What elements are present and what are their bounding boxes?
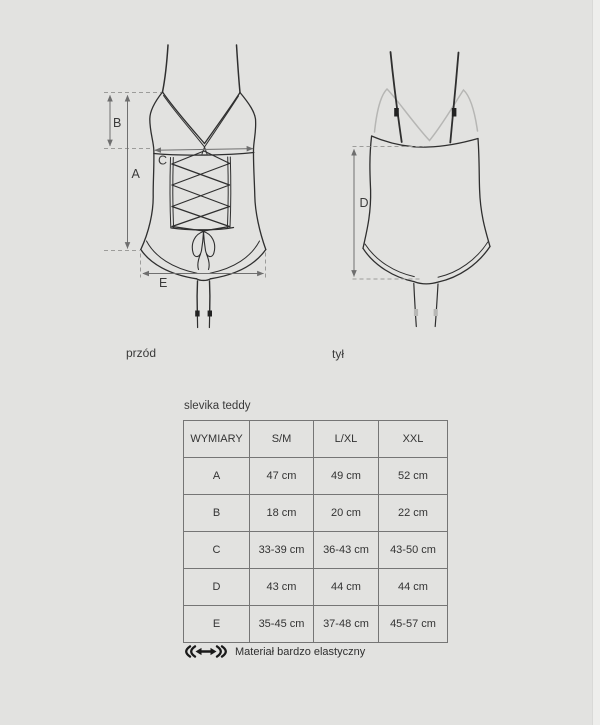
size-table-title: slevika teddy	[184, 400, 251, 412]
cell-value: 36-43 cm	[314, 532, 379, 569]
back-view-caption: tył	[332, 347, 344, 361]
stretch-elastic-icon	[184, 645, 228, 658]
garter-clip-left	[195, 311, 199, 317]
size-table-section	[183, 399, 448, 643]
cell-value: 43 cm	[250, 569, 314, 606]
elastic-material-text: Materiał bardzo elastyczny	[235, 645, 366, 658]
cell-value: 35-45 cm	[250, 606, 314, 643]
page-edge-strip	[592, 0, 600, 725]
row-label: C	[184, 532, 250, 569]
back-garter-clip-left	[414, 309, 418, 316]
back-outline	[363, 136, 490, 327]
cell-value: 44 cm	[379, 569, 448, 606]
front-corset	[154, 153, 254, 230]
table-row	[184, 458, 448, 495]
strap-adjuster-left	[394, 108, 399, 117]
label-D: D	[359, 196, 369, 210]
back-view-drawing	[363, 52, 490, 327]
table-row	[184, 569, 448, 606]
cell-value: 22 cm	[379, 495, 448, 532]
front-left-strap	[163, 45, 169, 92]
front-bow	[192, 232, 214, 270]
cell-value: 47 cm	[250, 458, 314, 495]
table-row	[184, 606, 448, 643]
cell-value: 49 cm	[314, 458, 379, 495]
col-header-xxl: XXL	[379, 421, 448, 458]
cell-value: 44 cm	[314, 569, 379, 606]
row-label: E	[184, 606, 250, 643]
row-label: D	[184, 569, 250, 606]
table-row	[184, 532, 448, 569]
cell-value: 20 cm	[314, 495, 379, 532]
label-B: B	[113, 116, 122, 130]
front-garters	[195, 281, 212, 328]
size-table	[183, 420, 448, 643]
front-view-caption: przód	[126, 346, 157, 360]
table-header-row	[184, 421, 448, 458]
table-row	[184, 495, 448, 532]
row-label: A	[184, 458, 250, 495]
back-measurements	[353, 147, 425, 280]
garter-clip-right	[208, 311, 212, 317]
back-right-strap	[450, 53, 458, 143]
cell-value: 43-50 cm	[379, 532, 448, 569]
strap-adjuster-right	[452, 108, 457, 117]
front-right-strap	[237, 45, 241, 93]
label-C: C	[158, 153, 168, 168]
cell-value: 18 cm	[250, 495, 314, 532]
back-ghost-cups	[375, 89, 478, 141]
col-header-lxl: L/XL	[314, 421, 379, 458]
cell-value: 33-39 cm	[250, 532, 314, 569]
col-header-sm: S/M	[250, 421, 314, 458]
col-header-wymiary: WYMIARY	[184, 421, 250, 458]
row-label: B	[184, 495, 250, 532]
back-garter-clip-right	[434, 309, 438, 316]
cell-value: 52 cm	[379, 458, 448, 495]
cell-value: 45-57 cm	[379, 606, 448, 643]
back-left-strap	[391, 52, 402, 142]
front-outline	[141, 92, 266, 280]
front-lacing	[172, 151, 230, 231]
front-cups	[163, 92, 241, 154]
cell-value: 37-48 cm	[314, 606, 379, 643]
label-E: E	[159, 276, 168, 290]
elastic-material-note	[184, 645, 365, 658]
label-A: A	[131, 167, 140, 181]
